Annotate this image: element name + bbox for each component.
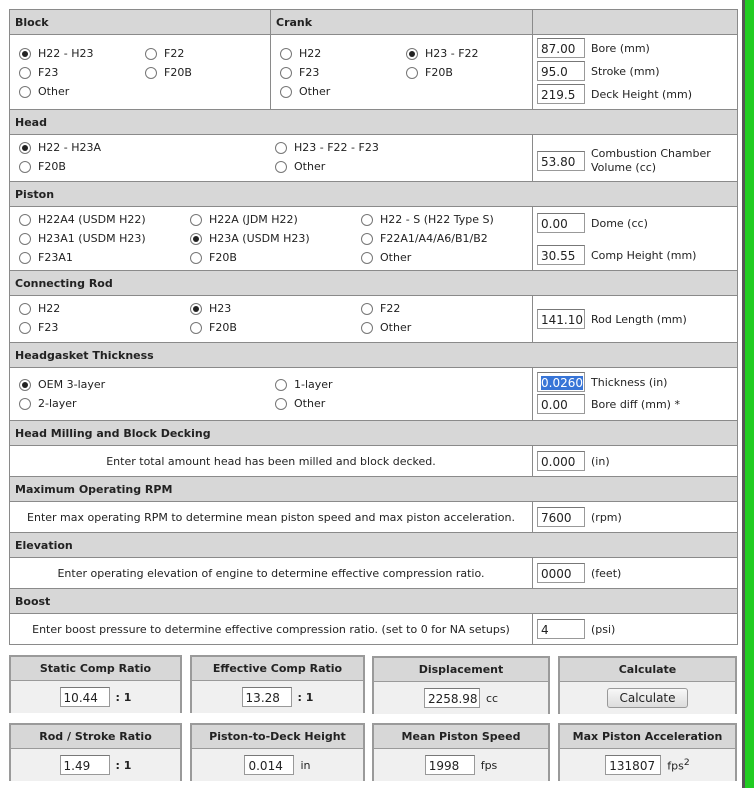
head-radio-other[interactable] (275, 160, 325, 173)
static-comp-ratio-value: 10.44 (60, 687, 110, 707)
dome-input[interactable]: 0.00 (537, 213, 585, 233)
rpm-input[interactable]: 7600 (537, 507, 585, 527)
radio-icon (19, 214, 31, 226)
radio-label: 1-layer (294, 378, 333, 391)
thickness-label: Thickness (in) (591, 375, 668, 389)
block-options (10, 35, 270, 109)
bore-diff-input[interactable]: 0.00 (537, 394, 585, 414)
radio-icon (190, 214, 202, 226)
block-radio-other[interactable] (19, 85, 69, 98)
radio-label: F20B (164, 66, 192, 79)
piston-deck-label: Piston-to-Deck Height (192, 725, 363, 749)
boost-input[interactable]: 4 (537, 619, 585, 639)
crank-radio-f20b[interactable] (406, 66, 453, 79)
radio-icon (190, 322, 202, 334)
elevation-description: Enter operating elevation of engine to determine effective compression ratio. (10, 558, 533, 589)
piston-radio-other[interactable] (361, 251, 411, 264)
rod-stroke-ratio-box (9, 723, 182, 781)
head-radio-f20b[interactable] (19, 160, 66, 173)
radio-label: Other (294, 397, 326, 410)
calculate-button[interactable]: Calculate (607, 688, 687, 708)
boost-description: Enter boost pressure to determine effective compression ratio. (set to 0 for NA setups) (10, 614, 533, 645)
chamber-label-line2: Volume (cc) (591, 161, 657, 174)
comp-height-label: Comp Height (mm) (591, 248, 697, 262)
dims-header (533, 10, 738, 35)
radio-label: H23 (209, 302, 232, 315)
radio-icon (275, 398, 287, 410)
radio-label: H23 - F22 (425, 47, 479, 60)
piston-radio-h23a[interactable] (190, 232, 310, 245)
radio-label: H22 - H23A (38, 141, 102, 154)
gasket-radio-2-layer[interactable] (19, 397, 77, 410)
mean-piston-speed-value: 1998 (425, 755, 475, 775)
piston-deck-value: 0.014 (244, 755, 294, 775)
bore-input[interactable]: 87.00 (537, 38, 585, 58)
gasket-options (10, 368, 532, 420)
radio-icon (19, 161, 31, 173)
rpm-header: Maximum Operating RPM (10, 477, 738, 502)
chamber-field (533, 135, 737, 181)
radio-label: Other (380, 321, 412, 334)
chamber-volume-input[interactable]: 53.80 (537, 151, 585, 171)
radio-label: F20B (209, 251, 237, 264)
radio-label: H22A4 (USDM H22) (38, 213, 146, 226)
boost-header: Boost (10, 589, 738, 614)
radio-label: H23A (USDM H23) (209, 232, 310, 245)
radio-selected-icon (406, 48, 418, 60)
rpm-unit: (rpm) (591, 510, 622, 524)
displacement-unit: cc (485, 691, 499, 705)
radio-label: Other (299, 85, 331, 98)
block-header: Block (10, 10, 271, 35)
milling-unit: (in) (591, 454, 610, 468)
radio-icon (19, 86, 31, 98)
radio-icon (361, 322, 373, 334)
gasket-fields (533, 368, 737, 420)
radio-label: Other (294, 160, 326, 173)
block-radio-f23[interactable] (19, 66, 58, 79)
engine-input-table (9, 9, 738, 645)
radio-icon (361, 303, 373, 315)
max-piston-accel-unit-exponent: 2 (683, 757, 690, 769)
radio-icon (275, 142, 287, 154)
rod-radio-f22[interactable] (361, 302, 400, 315)
piston-radio-h22a-jdm[interactable] (190, 213, 298, 226)
radio-label: F22 (164, 47, 185, 60)
head-options (10, 135, 532, 181)
static-comp-ratio-label: Static Comp Ratio (11, 657, 180, 681)
rod-length-label: Rod Length (mm) (591, 312, 687, 326)
piston-radio-h23a1[interactable] (19, 232, 146, 245)
rod-radio-h23[interactable] (190, 302, 231, 315)
rod-options (10, 296, 532, 342)
comp-height-input[interactable]: 30.55 (537, 245, 585, 265)
rpm-description: Enter max operating RPM to determine mean piston speed and max piston acceleration. (10, 502, 533, 533)
max-piston-accel-unit-base: fps (667, 759, 684, 773)
radio-label: H22 - H23 (38, 47, 94, 60)
max-piston-accel-label: Max Piston Acceleration (560, 725, 735, 749)
radio-label: F20B (38, 160, 66, 173)
piston-fields (533, 207, 737, 270)
radio-icon (19, 233, 31, 245)
radio-icon (145, 67, 157, 79)
radio-label: F23A1 (38, 251, 73, 264)
displacement-box (372, 656, 550, 714)
displacement-value: 2258.98 (424, 688, 480, 708)
radio-selected-icon (19, 142, 31, 154)
rod-header: Connecting Rod (10, 271, 738, 296)
radio-icon (406, 67, 418, 79)
block-radio-h22-h23[interactable] (19, 47, 94, 60)
radio-label: OEM 3-layer (38, 378, 106, 391)
dims-fields (533, 35, 737, 109)
radio-label: Other (380, 251, 412, 264)
rod-stroke-ratio-value: 1.49 (60, 755, 110, 775)
radio-selected-icon (19, 48, 31, 60)
mean-piston-speed-label: Mean Piston Speed (374, 725, 548, 749)
piston-header: Piston (10, 182, 738, 207)
crank-options (271, 35, 532, 109)
effective-comp-ratio-label: Effective Comp Ratio (192, 657, 363, 681)
radio-icon (19, 398, 31, 410)
radio-icon (275, 379, 287, 391)
thickness-input[interactable] (537, 372, 585, 392)
rod-length-input[interactable]: 141.10 (537, 309, 585, 329)
milling-header: Head Milling and Block Decking (10, 421, 738, 446)
chamber-label-line1: Combustion Chamber (591, 147, 711, 160)
calculate-box (558, 656, 737, 714)
radio-selected-icon (190, 233, 202, 245)
mean-piston-speed-unit: fps (480, 758, 498, 772)
max-piston-accel-value: 131807 (605, 755, 661, 775)
gasket-header: Headgasket Thickness (10, 343, 738, 368)
displacement-label: Displacement (374, 658, 548, 682)
calculate-label: Calculate (560, 658, 735, 682)
effective-comp-ratio-box (190, 655, 365, 713)
rod-radio-other[interactable] (361, 321, 411, 334)
elevation-input[interactable]: 0000 (537, 563, 585, 583)
mean-piston-speed-box (372, 723, 550, 781)
radio-icon (19, 322, 31, 334)
effective-comp-ratio-unit: : 1 (297, 690, 314, 704)
crank-radio-other[interactable] (280, 85, 330, 98)
radio-label: F23 (38, 321, 59, 334)
piston-deck-box (190, 723, 365, 781)
radio-label: H22 - S (H22 Type S) (380, 213, 494, 226)
radio-label: F22 (380, 302, 401, 315)
piston-radio-h22a4[interactable] (19, 213, 146, 226)
milling-input[interactable]: 0.000 (537, 451, 585, 471)
crank-radio-h22[interactable] (280, 47, 321, 60)
radio-icon (190, 252, 202, 264)
radio-selected-icon (19, 379, 31, 391)
radio-icon (19, 252, 31, 264)
gasket-radio-other[interactable] (275, 397, 325, 410)
radio-selected-icon (190, 303, 202, 315)
elevation-unit: (feet) (591, 566, 622, 580)
gasket-radio-oem-3-layer[interactable] (19, 378, 105, 391)
radio-icon (19, 67, 31, 79)
piston-radio-f20b[interactable] (190, 251, 237, 264)
piston-options (10, 207, 532, 270)
bore-diff-label: Bore diff (mm) * (591, 397, 680, 411)
milling-description: Enter total amount head has been milled and block decked. (10, 446, 533, 477)
radio-label: F20B (209, 321, 237, 334)
radio-icon (361, 214, 373, 226)
piston-radio-h22-s[interactable] (361, 213, 494, 226)
radio-icon (361, 233, 373, 245)
radio-label: H22 (38, 302, 61, 315)
max-piston-accel-box (558, 723, 737, 781)
static-comp-ratio-box (9, 655, 182, 713)
radio-label: F20B (425, 66, 453, 79)
head-header: Head (10, 110, 738, 135)
piston-deck-unit: in (300, 758, 311, 772)
crank-radio-h23-f22[interactable] (406, 47, 479, 60)
dome-label: Dome (cc) (591, 216, 648, 230)
max-piston-accel-unit (667, 757, 689, 773)
thickness-value-selected: 0.0260 (541, 376, 583, 390)
head-radio-h22-h23a[interactable] (19, 141, 101, 154)
radio-label: F23 (38, 66, 59, 79)
piston-radio-f23a1[interactable] (19, 251, 73, 264)
radio-label: F23 (299, 66, 320, 79)
rod-stroke-ratio-label: Rod / Stroke Ratio (11, 725, 180, 749)
radio-label: Other (38, 85, 70, 98)
radio-label: 2-layer (38, 397, 77, 410)
rod-radio-f20b[interactable] (190, 321, 237, 334)
radio-label: H22A (JDM H22) (209, 213, 298, 226)
crank-radio-f23[interactable] (280, 66, 319, 79)
elevation-header: Elevation (10, 533, 738, 558)
gasket-radio-1-layer[interactable] (275, 378, 333, 391)
rod-radio-h22[interactable] (19, 302, 60, 315)
block-radio-f20b[interactable] (145, 66, 192, 79)
stroke-label: Stroke (mm) (591, 64, 660, 78)
radio-icon (280, 67, 292, 79)
boost-unit: (psi) (591, 622, 616, 636)
static-comp-ratio-unit: : 1 (115, 690, 132, 704)
deck-height-input[interactable]: 219.5 (537, 84, 585, 104)
radio-icon (361, 252, 373, 264)
chamber-label (591, 147, 711, 175)
crank-header: Crank (271, 10, 533, 35)
deck-height-label: Deck Height (mm) (591, 87, 693, 101)
block-radio-f22[interactable] (145, 47, 184, 60)
radio-label: H23 - F22 - F23 (294, 141, 379, 154)
radio-label: H22 (299, 47, 322, 60)
radio-icon (145, 48, 157, 60)
effective-comp-ratio-value: 13.28 (242, 687, 292, 707)
radio-icon (275, 161, 287, 173)
bore-label: Bore (mm) (591, 41, 650, 55)
rod-stroke-ratio-unit: : 1 (115, 758, 132, 772)
rod-fields (533, 296, 737, 342)
radio-icon (19, 303, 31, 315)
head-radio-h23-f22-f23[interactable] (275, 141, 379, 154)
radio-label: H23A1 (USDM H23) (38, 232, 146, 245)
rod-radio-f23[interactable] (19, 321, 58, 334)
piston-radio-f22a1[interactable] (361, 232, 488, 245)
radio-label: F22A1/A4/A6/B1/B2 (380, 232, 488, 245)
green-side-bar (745, 0, 754, 788)
radio-icon (280, 48, 292, 60)
stroke-input[interactable]: 95.0 (537, 61, 585, 81)
radio-icon (280, 86, 292, 98)
